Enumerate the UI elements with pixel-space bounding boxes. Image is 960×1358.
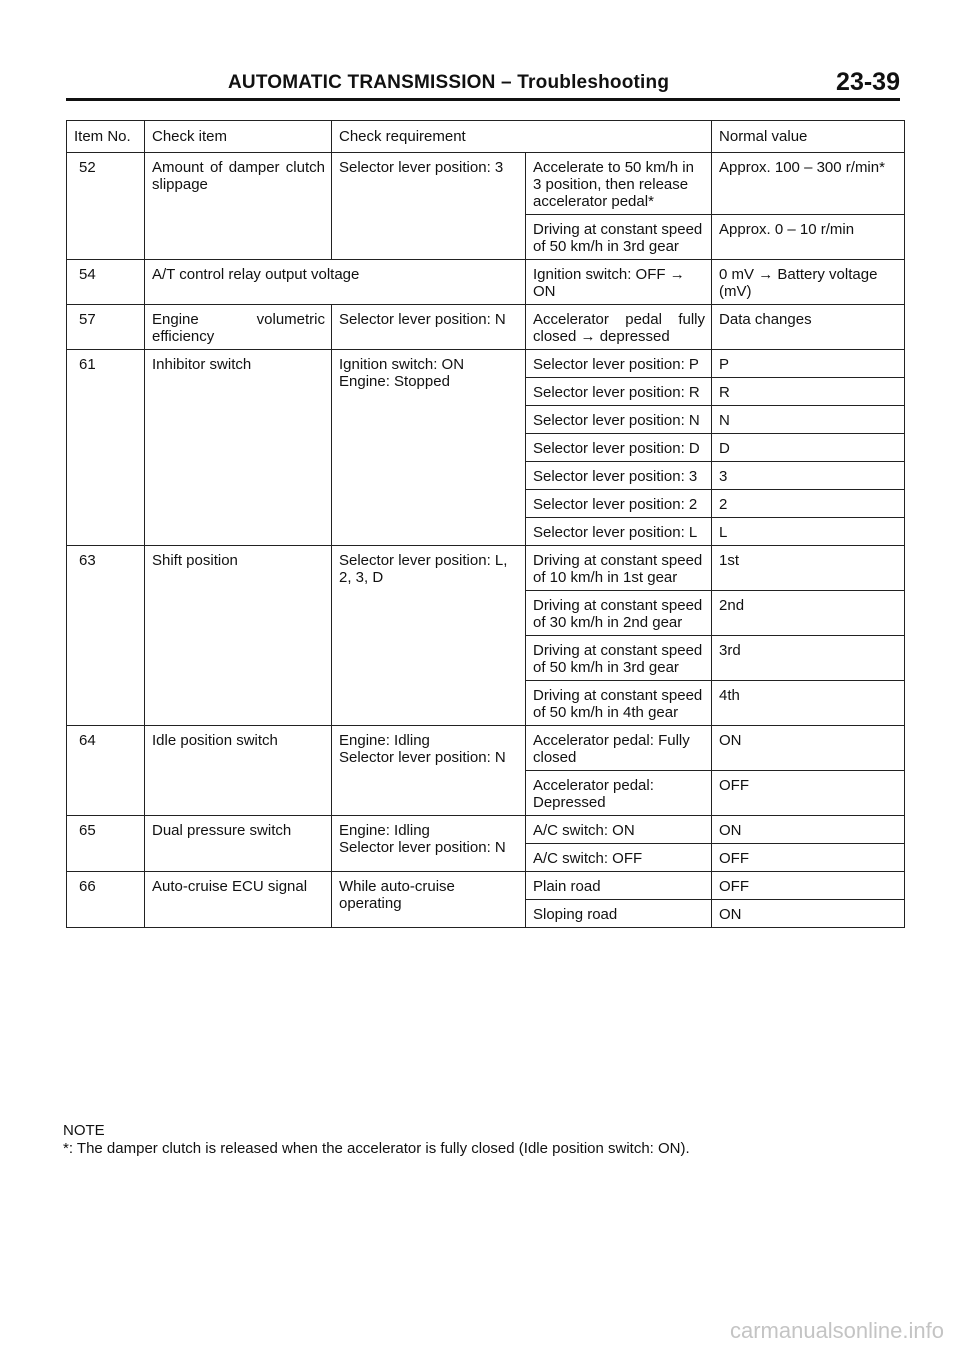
check-condition: Accelerator pedal: Depressed [526,771,712,816]
normal-value: ON [712,816,905,844]
check-condition: Accelerator pedal fully closed → depressed [526,305,712,350]
normal-value: R [712,378,905,406]
troubleshooting-table [66,120,905,928]
page-header [66,62,900,102]
col-header-normal-value: Normal value [712,121,905,153]
item-number: 57 [67,305,145,350]
item-number: 52 [67,153,145,260]
table-row [67,816,905,844]
item-number: 63 [67,546,145,726]
normal-value: D [712,434,905,462]
check-requirement: While auto-cruise operating [332,872,526,928]
item-number: 66 [67,872,145,928]
check-condition: Sloping road [526,900,712,928]
requirement-line: Selector lever position: N [339,839,506,856]
check-condition: Selector lever position: 2 [526,490,712,518]
normal-value: Data changes [712,305,905,350]
check-requirement [332,350,526,546]
table-row [67,305,905,350]
page-number: 23-39 [836,68,900,96]
check-requirement: Selector lever position: 3 [332,153,526,260]
check-item: Dual pressure switch [145,816,332,872]
check-condition: Selector lever position: D [526,434,712,462]
normal-value: 0 mV → Battery voltage (mV) [712,260,905,305]
note-heading: NOTE [63,1122,105,1139]
normal-value: 2nd [712,591,905,636]
item-number: 54 [67,260,145,305]
requirement-line: Selector lever position: N [339,749,506,766]
check-condition: Plain road [526,872,712,900]
check-condition: A/C switch: ON [526,816,712,844]
item-number: 61 [67,350,145,546]
col-header-check-requirement: Check requirement [332,121,712,153]
check-condition: Ignition switch: OFF → ON [526,260,712,305]
normal-value: OFF [712,844,905,872]
check-item: Amount of damper clutch slippage [145,153,332,260]
check-condition: Driving at constant speed of 50 km/h in 3rd gear [526,215,712,260]
table-row [67,726,905,771]
col-header-check-item: Check item [145,121,332,153]
normal-value: Approx. 0 – 10 r/min [712,215,905,260]
check-condition: Driving at constant speed of 30 km/h in 2nd gear [526,591,712,636]
table-row [67,872,905,900]
normal-value: ON [712,900,905,928]
check-item: Auto-cruise ECU signal [145,872,332,928]
check-condition: Selector lever position: L [526,518,712,546]
check-condition: Accelerator pedal: Fully closed [526,726,712,771]
normal-value: 1st [712,546,905,591]
col-header-item-no: Item No. [67,121,145,153]
check-requirement: Selector lever position: N [332,305,526,350]
header-rule [66,98,900,101]
check-item: Shift position [145,546,332,726]
footer-watermark: carmanualsonline.info [729,1318,944,1343]
check-item: A/T control relay output voltage [145,260,526,305]
page-title: AUTOMATIC TRANSMISSION – Troubleshooting [228,72,670,93]
check-condition: Selector lever position: 3 [526,462,712,490]
normal-value: 3rd [712,636,905,681]
check-condition: Selector lever position: R [526,378,712,406]
normal-value: N [712,406,905,434]
check-condition: Driving at constant speed of 10 km/h in 1st gear [526,546,712,591]
normal-value: L [712,518,905,546]
requirement-line: Engine: Idling [339,822,430,839]
note-text: *: The damper clutch is released when the accelerator is fully closed (Idle position switch: ON). [63,1140,690,1157]
normal-value: OFF [712,771,905,816]
item-number: 65 [67,816,145,872]
check-condition: Driving at constant speed of 50 km/h in 3rd gear [526,636,712,681]
check-condition: Selector lever position: N [526,406,712,434]
normal-value: 4th [712,681,905,726]
normal-value: Approx. 100 – 300 r/min* [712,153,905,215]
requirement-line: Engine: Stopped [339,373,450,390]
note-block [63,1122,690,1158]
check-item: Idle position switch [145,726,332,816]
check-requirement [332,726,526,816]
check-condition: Accelerate to 50 km/h in 3 position, then release accelerator pedal* [526,153,712,215]
table-row [67,546,905,591]
requirement-line: Ignition switch: ON [339,356,465,373]
table-header-row [67,121,905,153]
check-item: Inhibitor switch [145,350,332,546]
item-number: 64 [67,726,145,816]
normal-value: 2 [712,490,905,518]
requirement-line: Engine: Idling [339,732,430,749]
normal-value: OFF [712,872,905,900]
check-condition: Driving at constant speed of 50 km/h in 4th gear [526,681,712,726]
normal-value: 3 [712,462,905,490]
normal-value: ON [712,726,905,771]
check-requirement [332,816,526,872]
table-row [67,350,905,378]
table-row [67,153,905,215]
table-row [67,260,905,305]
normal-value: P [712,350,905,378]
check-condition: A/C switch: OFF [526,844,712,872]
check-condition: Selector lever position: P [526,350,712,378]
check-item: Engine volumetric efficiency [145,305,332,350]
check-requirement: Selector lever position: L, 2, 3, D [332,546,526,726]
